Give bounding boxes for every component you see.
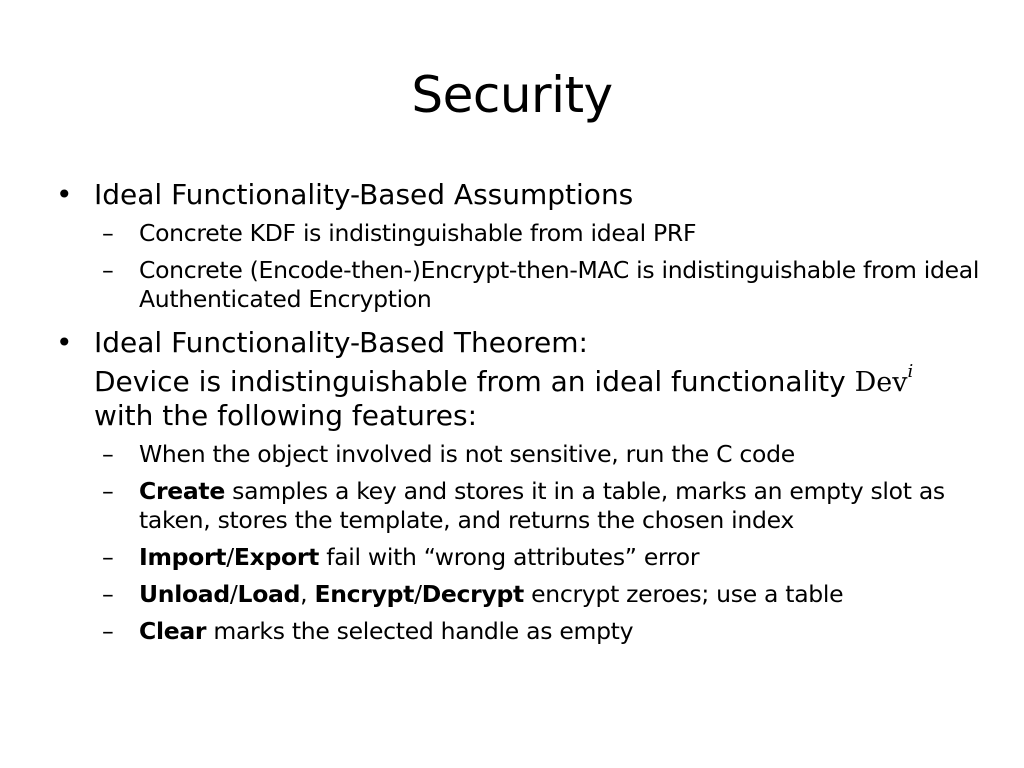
sub-bullet-text: marks the selected handle as empty: [206, 617, 634, 645]
keyword-create: Create: [139, 477, 226, 505]
dash-marker: –: [102, 256, 114, 284]
bullet-marker: •: [56, 178, 73, 211]
theorem-line-1: Ideal Functionality-Based Theorem:: [94, 326, 588, 359]
sub-bullet-unload-load: [52, 580, 992, 609]
keyword-clear: Clear: [139, 617, 207, 645]
keyword-load: Load: [237, 580, 301, 608]
dev-name: Dev: [854, 367, 908, 398]
sub-bullet-clear: [52, 617, 992, 646]
dev-superscript: i: [907, 361, 914, 382]
slide-body: [52, 178, 992, 646]
dash-marker: –: [102, 477, 114, 505]
separator: ,: [300, 580, 315, 608]
theorem-line-2: [94, 359, 992, 399]
theorem-line-3: with the following features:: [94, 399, 478, 432]
separator: /: [414, 580, 422, 608]
keyword-export: Export: [233, 543, 320, 571]
bullet-text: Ideal Functionality-Based Assumptions: [94, 178, 634, 211]
bullet-assumptions: [52, 178, 992, 211]
sub-bullet-etm: [52, 256, 992, 314]
slide-title: Security: [411, 66, 613, 124]
bullet-marker: •: [56, 326, 73, 359]
sub-bullet-create: [52, 477, 992, 535]
sub-bullet-import-export: [52, 543, 992, 572]
sub-bullet-text: fail with “wrong attributes” error: [319, 543, 700, 571]
theorem-line-2-text: Device is indistinguishable from an ideal functionality: [94, 365, 846, 398]
dash-marker: –: [102, 543, 114, 571]
sub-bullet-not-sensitive: [52, 440, 992, 469]
bullet-theorem: [52, 326, 992, 432]
sub-bullet-text: When the object involved is not sensitive, run the C code: [139, 440, 795, 468]
sub-bullet-kdf: [52, 219, 992, 248]
dash-marker: –: [102, 617, 114, 645]
sub-bullet-text: Concrete KDF is indistinguishable from ideal PRF: [139, 219, 697, 247]
sub-bullet-text: samples a key and stores it in a table, marks an empty slot as taken, stores the template, and returns the chosen index: [139, 477, 945, 534]
dash-marker: –: [102, 580, 114, 608]
dash-marker: –: [102, 440, 114, 468]
keyword-encrypt: Encrypt: [314, 580, 415, 608]
separator: /: [229, 580, 238, 608]
keyword-unload: Unload: [139, 580, 230, 608]
dev-formula: [854, 361, 914, 398]
keyword-decrypt: Decrypt: [421, 580, 524, 608]
sub-bullet-text: encrypt zeroes; use a table: [523, 580, 844, 608]
dash-marker: –: [102, 219, 114, 247]
keyword-import: Import: [139, 543, 227, 571]
sub-bullet-text: Concrete (Encode-then-)Encrypt-then-MAC is indistinguishable from ideal Authenticated Encryption: [139, 256, 980, 313]
separator: /: [226, 543, 234, 571]
